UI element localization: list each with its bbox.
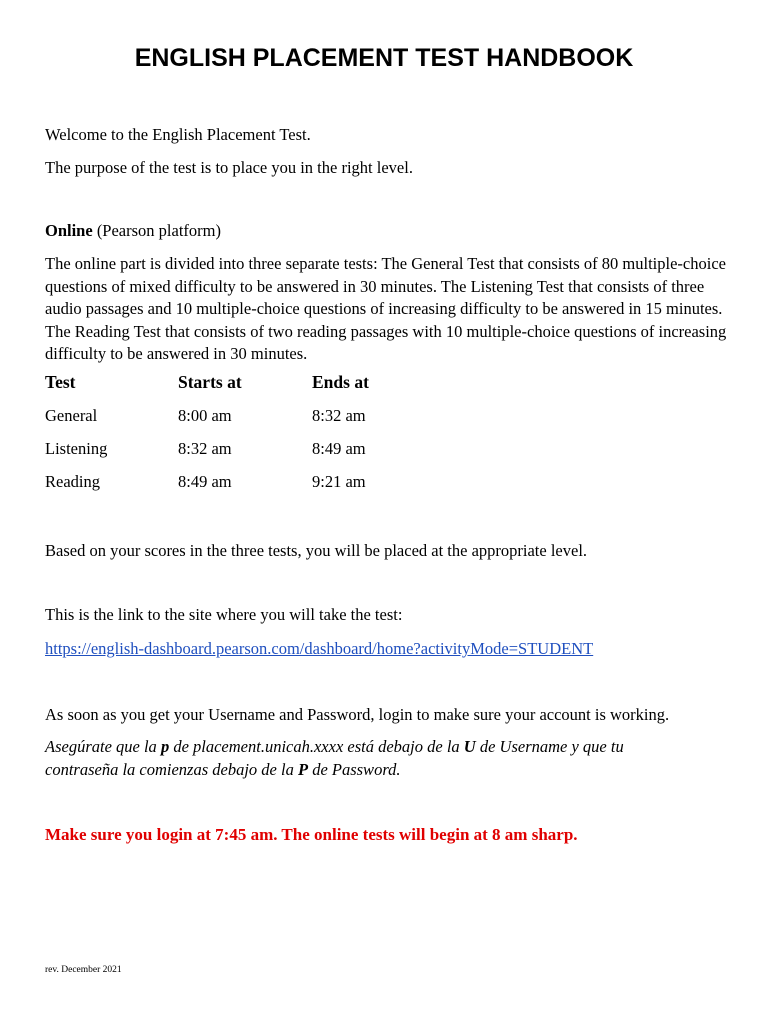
spanish-bold-capital-p: P: [297, 759, 309, 779]
header-starts-at: Starts at: [178, 372, 242, 392]
online-description: The online part is divided into three separate tests: The General Test that consists of 80 multiple-choice questions of mixed difficulty to be answered in 30 minutes. The Listening Test that consists of three audio passages and 10 multiple-choice questions of increasing difficulty to be answered in 15 minutes. The Reading Test that consists of two reading passages with 10 multiple-choice questions of increasing difficulty to be answered in 30 minutes.: [45, 254, 727, 363]
welcome-text: Welcome to the English Placement Test.: [45, 125, 311, 144]
test-name: General: [45, 406, 98, 425]
login-note: As soon as you get your Username and Password, login to make sure your account is working.: [45, 705, 670, 724]
table-row: [45, 439, 432, 472]
start-time: 8:32 am: [178, 439, 232, 458]
spanish-note: [45, 736, 695, 781]
table-row: [45, 472, 432, 505]
spanish-bold-u: U: [463, 737, 476, 756]
header-ends-at: Ends at: [312, 372, 369, 392]
scores-note: Based on your scores in the three tests, you will be placed at the appropriate level.: [45, 541, 588, 560]
link-intro: This is the link to the site where you will take the test:: [45, 605, 403, 624]
online-heading-bold: Online: [45, 221, 93, 240]
header-test: Test: [45, 372, 76, 392]
spanish-bold-p: p: [160, 737, 170, 756]
login-time-warning: Make sure you login at 7:45 am. The online tests will begin at 8 am sharp.: [45, 825, 578, 844]
end-time: 9:21 am: [312, 472, 366, 491]
spanish-part-2: de placement.unicah.xxxx está debajo de la: [169, 737, 464, 756]
test-name: Reading: [45, 472, 100, 491]
spanish-part-3: de Username y que tu contraseña la comienzas debajo de la: [45, 737, 624, 779]
end-time: 8:49 am: [312, 439, 366, 458]
purpose-text: The purpose of the test is to place you in the right level.: [45, 158, 413, 177]
page-title: ENGLISH PLACEMENT TEST HANDBOOK: [134, 44, 634, 72]
online-section-heading: [45, 220, 735, 243]
schedule-header-row: [45, 372, 432, 406]
link-line: [45, 638, 735, 661]
end-time: 8:32 am: [312, 406, 366, 425]
test-name: Listening: [45, 439, 108, 458]
table-row: [45, 406, 432, 439]
spanish-part-1: Asegúrate que la: [45, 737, 161, 756]
revision-note: rev. December 2021: [45, 965, 122, 975]
online-heading-rest: (Pearson platform): [92, 221, 221, 240]
start-time: 8:00 am: [178, 406, 232, 425]
spanish-part-4: de Password.: [308, 759, 401, 779]
start-time: 8:49 am: [178, 472, 232, 491]
pearson-test-link[interactable]: https://english-dashboard.pearson.com/dashboard/home?activityMode=STUDENT: [45, 639, 594, 658]
schedule-table: [45, 372, 432, 505]
